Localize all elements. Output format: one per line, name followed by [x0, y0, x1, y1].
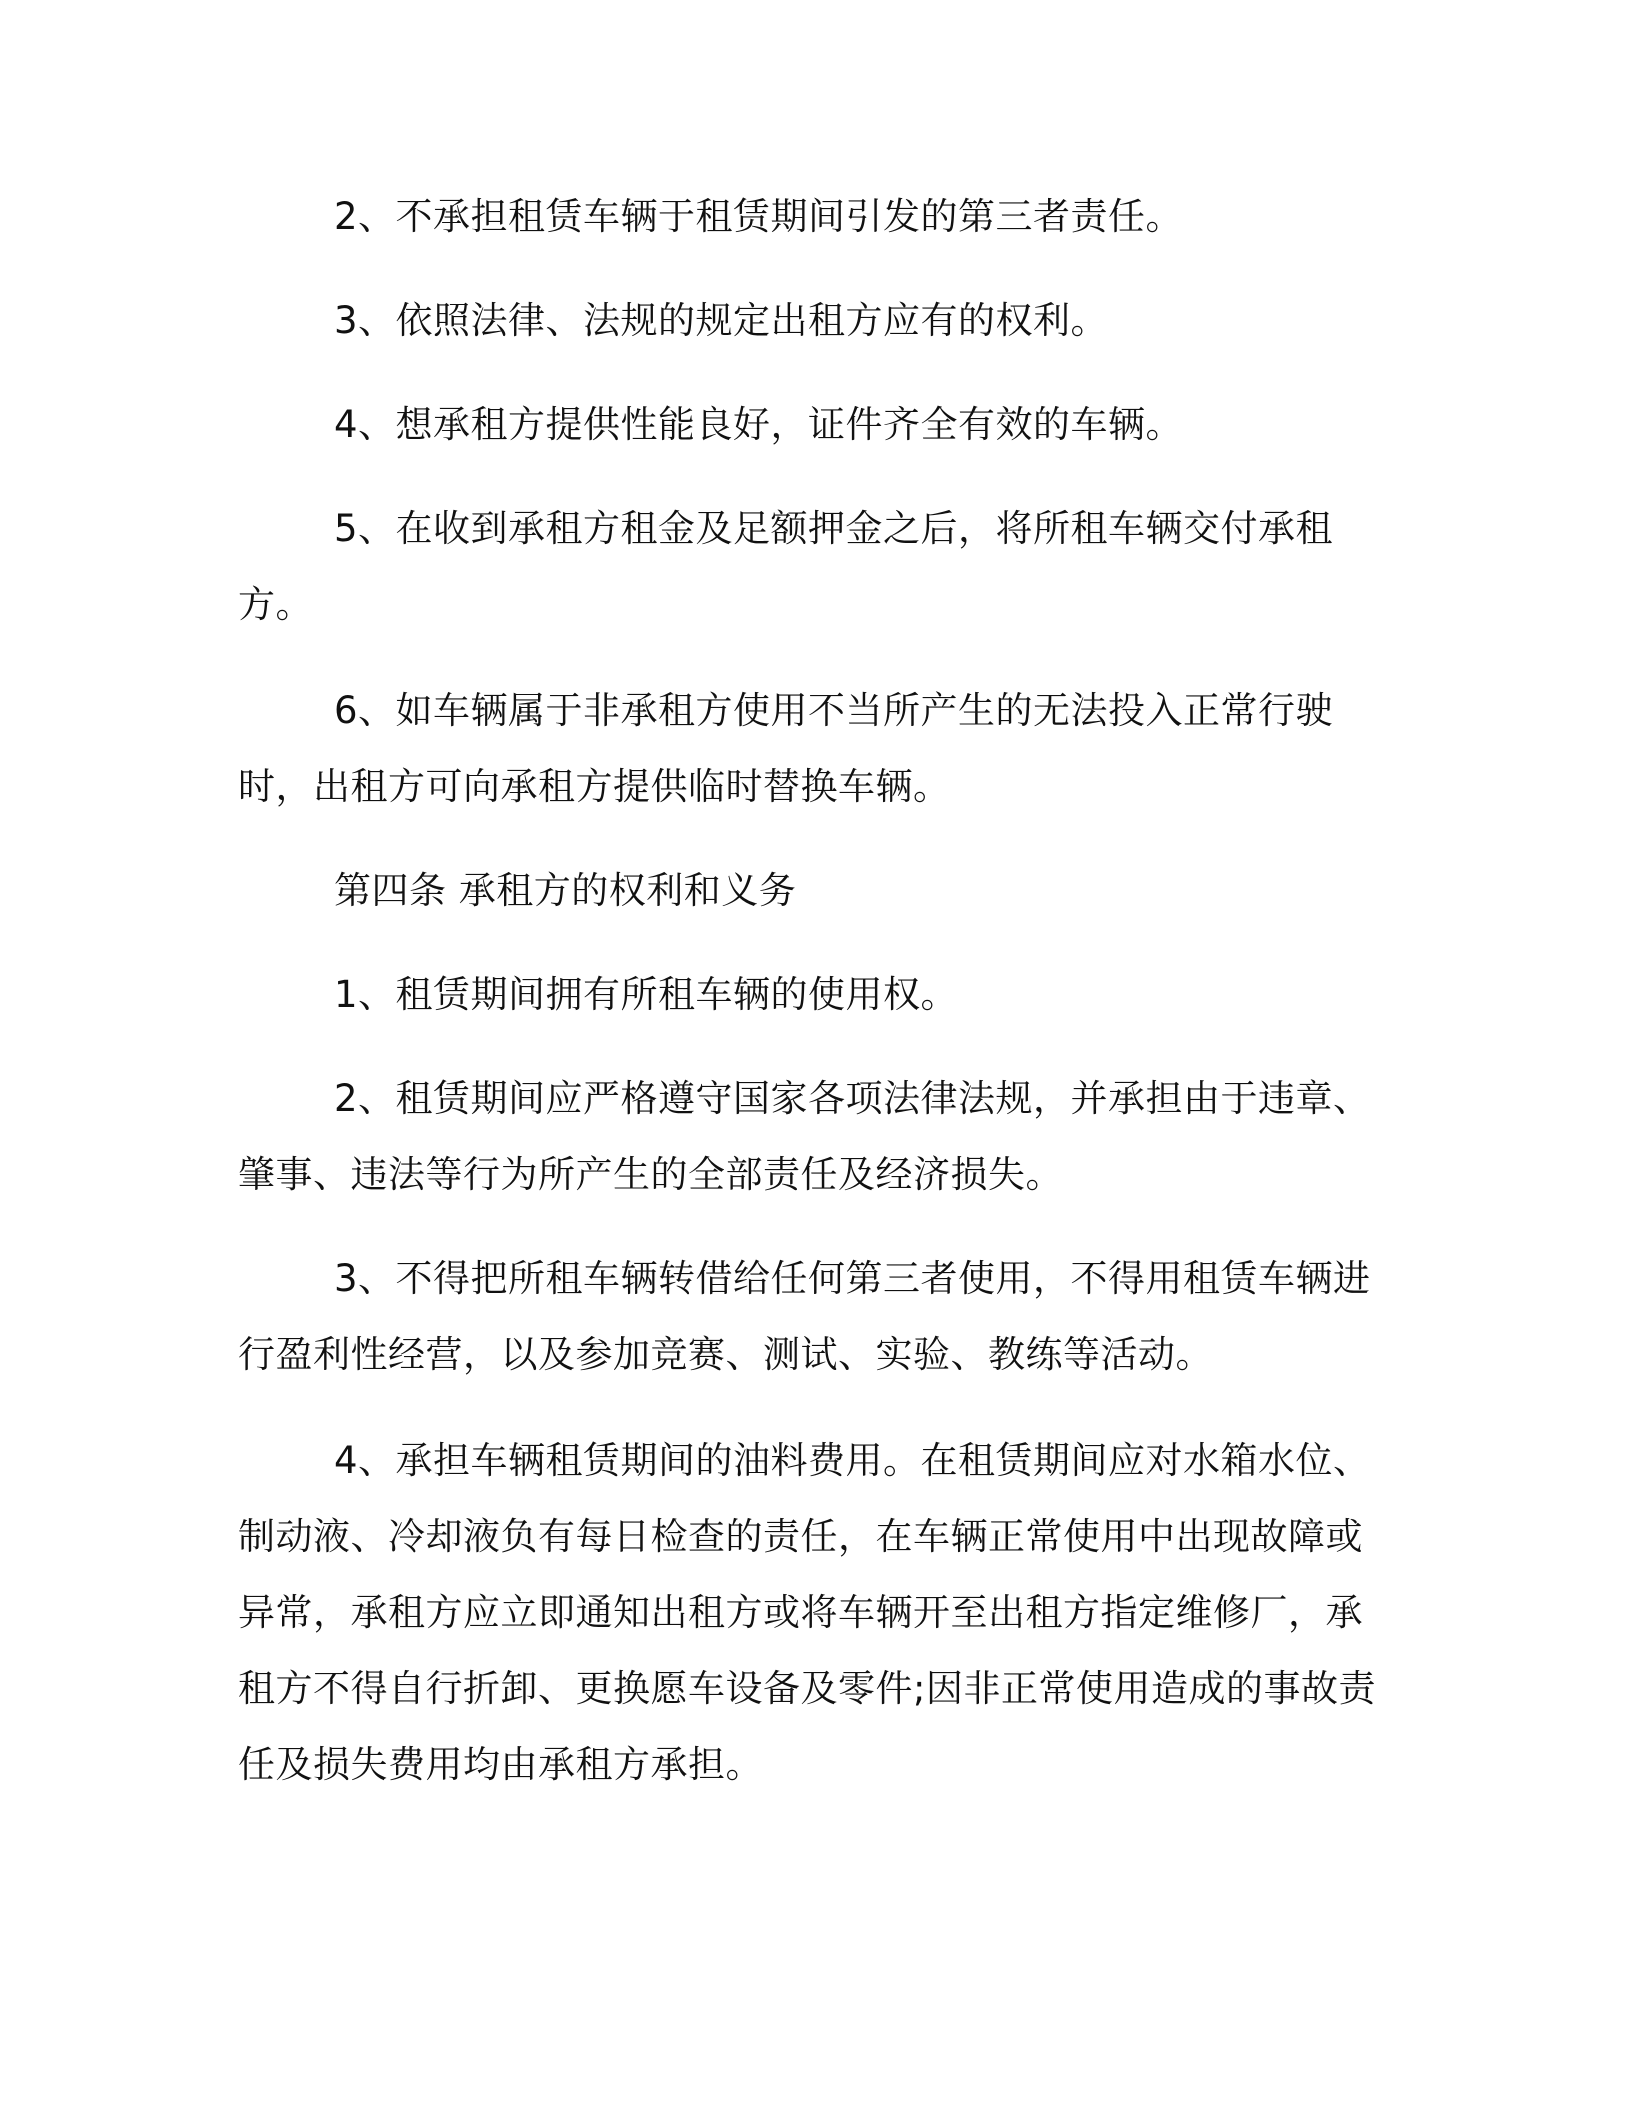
paragraph-line: 行盈利性经营，以及参加竞赛、测试、实验、教练等活动。 — [238, 1333, 1213, 1376]
paragraph-line: 制动液、冷却液负有每日检查的责任，在车辆正常使用中出现故障或 — [238, 1515, 1363, 1558]
paragraph-line: 异常，承租方应立即通知出租方或将车辆开至出租方指定维修厂，承 — [238, 1591, 1363, 1634]
paragraph-line: 2、租赁期间应严格遵守国家各项法律法规，并承担由于违章、 — [334, 1077, 1371, 1120]
paragraph-line: 5、在收到承租方租金及足额押金之后，将所租车辆交付承租 — [334, 507, 1334, 550]
paragraph-line: 时，出租方可向承租方提供临时替换车辆。 — [238, 765, 951, 808]
paragraph-line: 3、依照法律、法规的规定出租方应有的权利。 — [334, 299, 1109, 342]
section-heading: 第四条 承租方的权利和义务 — [334, 869, 797, 912]
paragraph-line: 任及损失费用均由承租方承担。 — [238, 1743, 763, 1786]
paragraph-line: 1、租赁期间拥有所租车辆的使用权。 — [334, 973, 959, 1016]
paragraph-line: 肇事、违法等行为所产生的全部责任及经济损失。 — [238, 1153, 1063, 1196]
paragraph-line: 2、不承担租赁车辆于租赁期间引发的第三者责任。 — [334, 195, 1184, 238]
paragraph-line: 4、想承租方提供性能良好，证件齐全有效的车辆。 — [334, 403, 1184, 446]
paragraph-line: 租方不得自行折卸、更换愿车设备及零件;因非正常使用造成的事故责 — [238, 1667, 1376, 1710]
paragraph-line: 方。 — [238, 583, 313, 626]
paragraph-line: 3、不得把所租车辆转借给任何第三者使用，不得用租赁车辆进 — [334, 1257, 1371, 1300]
paragraph-line: 4、承担车辆租赁期间的油料费用。在租赁期间应对水箱水位、 — [334, 1439, 1371, 1482]
paragraph-line: 6、如车辆属于非承租方使用不当所产生的无法投入正常行驶 — [334, 689, 1334, 732]
